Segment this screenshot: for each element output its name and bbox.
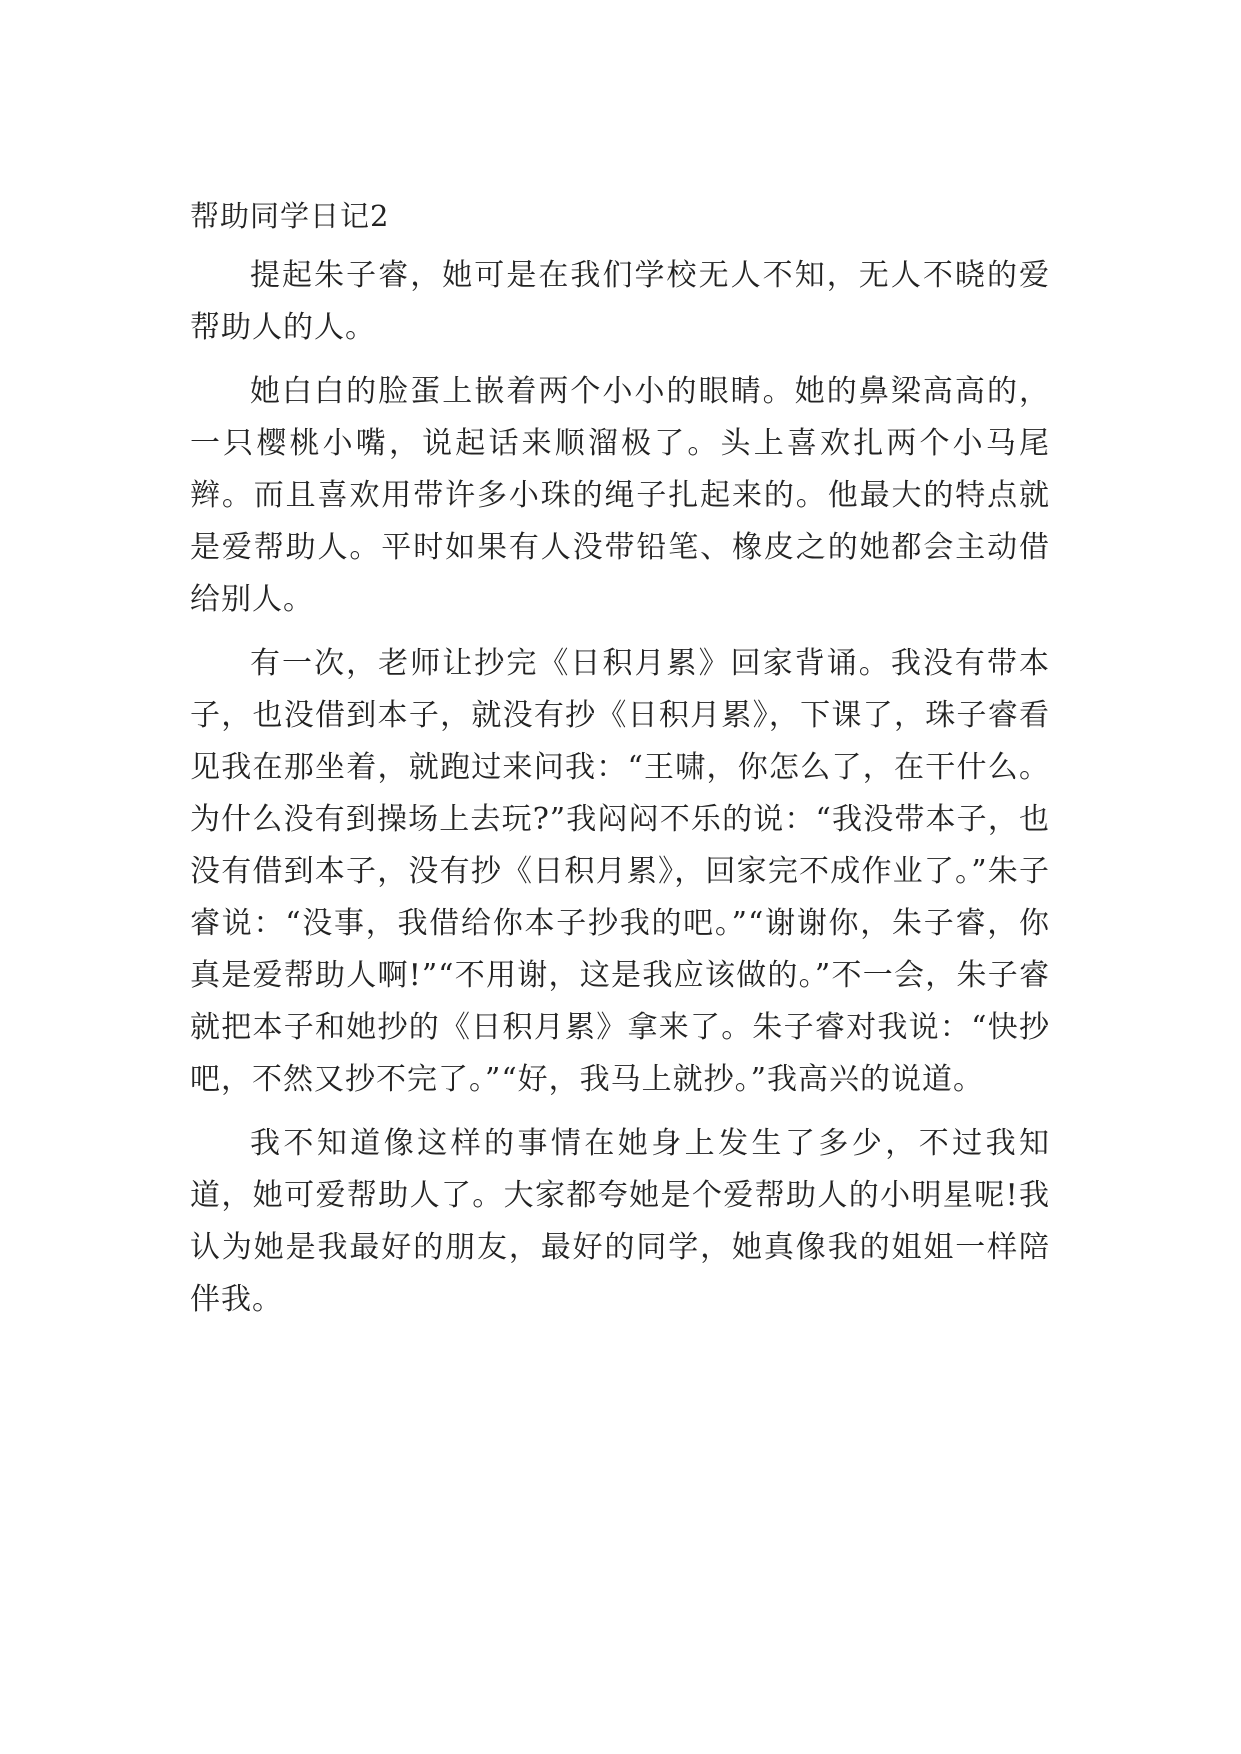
document-title: 帮助同学日记2 bbox=[190, 199, 390, 233]
paragraph-3: 有一次，老师让抄完《日积月累》回家背诵。我没有带本子，也没借到本子，就没有抄《日积月累》，下课了，珠子睿看见我在那坐着，就跑过来问我：“王啸，你怎么了，在干什么。为什么没有到操场上去玩?”我闷闷不乐的说：“我没带本子，也没有借到本子，没有抄《日积月累》，回家完不成作业了。”朱子睿说：“没事，我借给你本子抄我的吧。”“谢谢你，朱子睿，你真是爱帮助人啊!”“不用谢，这是我应该做的。”不一会，朱子睿就把本子和她抄的《日积月累》拿来了。朱子睿对我说：“快抄吧，不然又抄不完了。”“好，我马上就抄。”我高兴的说道。 bbox=[190, 646, 1050, 1097]
paragraph-4: 我不知道像这样的事情在她身上发生了多少，不过我知道，她可爱帮助人了。大家都夸她是个爱帮助人的小明星呢!我认为她是我最好的朋友，最好的同学，她真像我的姐姐一样陪伴我。 bbox=[190, 1126, 1050, 1317]
document-body bbox=[190, 190, 1050, 1338]
paragraph-1: 提起朱子睿，她可是在我们学校无人不知，无人不晓的爱帮助人的人。 bbox=[190, 258, 1050, 345]
paragraph-2: 她白白的脸蛋上嵌着两个小小的眼睛。她的鼻梁高高的，一只樱桃小嘴，说起话来顺溜极了。头上喜欢扎两个小马尾辫。而且喜欢用带许多小珠的绳子扎起来的。他最大的特点就是爱帮助人。平时如果有人没带铅笔、橡皮之的她都会主动借给别人。 bbox=[190, 374, 1050, 617]
